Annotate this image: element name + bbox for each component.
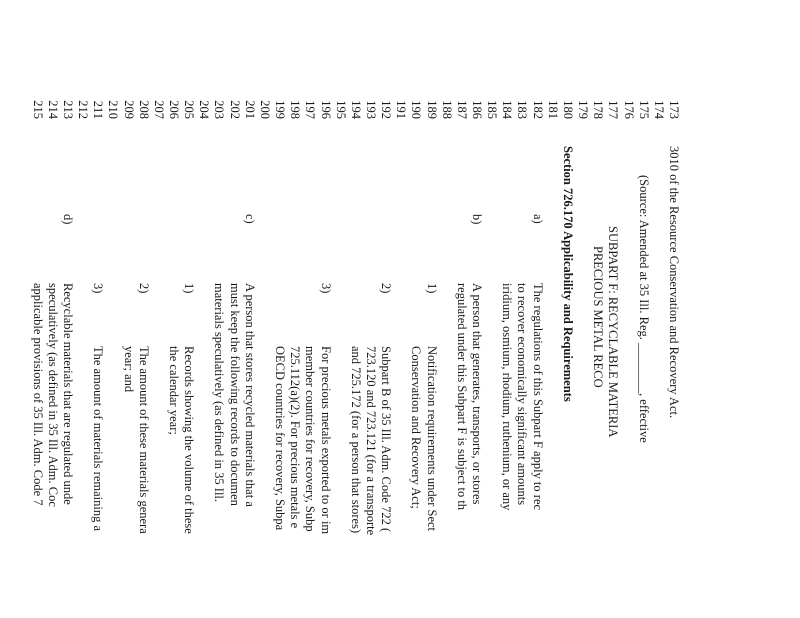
line-number: 175 bbox=[636, 100, 651, 119]
item-label-a: a) bbox=[530, 214, 545, 224]
line-number: 197 bbox=[303, 100, 318, 119]
line-number: 213 bbox=[61, 100, 75, 119]
line-number: 189 bbox=[424, 100, 439, 119]
body-line-183: to recover economically significant amounts bbox=[515, 283, 530, 506]
item-label-b2: 2) bbox=[379, 283, 394, 294]
line-number: 190 bbox=[409, 100, 424, 119]
line-number: 204 bbox=[197, 100, 212, 119]
body-line-206: the calendar year; bbox=[167, 346, 181, 435]
body-line-202: must keep the following records to documen bbox=[227, 283, 242, 506]
line-number: 209 bbox=[121, 100, 136, 119]
body-line-214: speculatively (as defined in 35 Ill. Adm. Coc bbox=[45, 283, 60, 507]
line-number: 198 bbox=[288, 100, 303, 119]
body-line-209: year; and bbox=[121, 346, 136, 393]
line-number: 207 bbox=[151, 100, 166, 119]
source-note: (Source: Amended at 35 Ill. Reg. ________, effective bbox=[636, 175, 651, 443]
body-line-208: The amount of these materials genera bbox=[136, 346, 151, 534]
body-line-211: The amount of materials remaining a bbox=[91, 346, 106, 532]
item-label-c: c) bbox=[242, 214, 257, 224]
body-line-193: 723.120 and 723.121 (for a transporte bbox=[364, 346, 378, 536]
item-label-c1: 1) bbox=[182, 283, 197, 294]
body-line-199: OECD countries for recovery, Subpa bbox=[273, 346, 288, 531]
line-number: 214 bbox=[45, 100, 60, 119]
line-number: 180 bbox=[560, 100, 575, 119]
item-label-d: d) bbox=[61, 214, 75, 225]
line-number: 174 bbox=[651, 100, 666, 119]
body-line-196: For precious metals exported to or im bbox=[318, 346, 333, 535]
section-heading: Section 726.170 Applicability and Requirements bbox=[560, 146, 575, 402]
body-line-184: iridium, osmium, rhodium, ruthenium, or any bbox=[500, 283, 515, 511]
line-number: 184 bbox=[500, 100, 515, 119]
body-line-203: materials speculatively (as defined in 35 Ill. bbox=[212, 283, 227, 503]
line-number: 191 bbox=[394, 100, 409, 119]
line-number: 202 bbox=[227, 100, 242, 119]
body-line-213: Recyclable materials that are regulated unde bbox=[61, 283, 75, 505]
body-line-194: and 725.172 (for a person that stores) bbox=[348, 346, 363, 534]
line-number: 182 bbox=[530, 100, 545, 119]
body-line-205: Records showing the volume of these bbox=[182, 346, 197, 534]
line-number: 179 bbox=[576, 100, 591, 119]
line-number: 187 bbox=[454, 100, 469, 119]
line-number: 215 bbox=[30, 100, 45, 119]
item-label-b: b) bbox=[470, 214, 484, 225]
line-number: 192 bbox=[379, 100, 394, 119]
line-number: 201 bbox=[242, 100, 257, 119]
line-number: 193 bbox=[364, 100, 378, 119]
line-number: 188 bbox=[439, 100, 454, 119]
body-line-189: Notification requirements under Sect bbox=[424, 346, 439, 532]
line-number: 200 bbox=[258, 100, 272, 119]
line-number: 183 bbox=[515, 100, 530, 119]
line-number: 186 bbox=[470, 100, 484, 119]
line-number: 181 bbox=[545, 100, 560, 119]
line-number: 211 bbox=[91, 100, 106, 119]
subpart-heading-line-2: PRECIOUS METAL RECO bbox=[591, 246, 606, 388]
line-number: 210 bbox=[106, 100, 121, 119]
line-number: 203 bbox=[212, 100, 227, 119]
line-number: 208 bbox=[136, 100, 151, 119]
line-number: 205 bbox=[182, 100, 197, 119]
line-number: 173 bbox=[667, 100, 681, 119]
line-number: 185 bbox=[485, 100, 500, 119]
body-line-187: regulated under this Subpart F is subject to th bbox=[454, 283, 469, 511]
body-line-182: The regulations of this Subpart F apply to rec bbox=[530, 283, 545, 511]
body-line-190: Conservation and Recovery Act; bbox=[409, 346, 424, 509]
item-label-b3: 3) bbox=[318, 283, 333, 294]
item-label-b1: 1) bbox=[424, 283, 439, 294]
body-line-186: A person that generates, transports, or stores bbox=[470, 283, 484, 505]
body-line-192: Subpart B of 35 Ill. Adm. Code 722 ( bbox=[379, 346, 394, 533]
subpart-heading-line-1: SUBPART F: RECYCLABLE MATERIA bbox=[606, 226, 621, 438]
body-line-197: member countries for recovery, Subp bbox=[303, 346, 318, 532]
line-number: 194 bbox=[348, 100, 363, 119]
body-line-173: 3010 of the Resource Conservation and Recovery Act. bbox=[667, 146, 681, 419]
line-number: 196 bbox=[318, 100, 333, 119]
line-number: 206 bbox=[167, 100, 181, 119]
body-line-201: A person that stores recycled materials that a bbox=[242, 283, 257, 507]
line-number: 212 bbox=[76, 100, 91, 119]
body-line-198: 725.112(a)(2). For precious metals e bbox=[288, 346, 303, 529]
item-label-c2: 2) bbox=[136, 283, 151, 294]
line-number: 177 bbox=[606, 100, 621, 119]
body-line-215: applicable provisions of 35 Ill. Adm. Code 7 bbox=[30, 283, 45, 506]
line-number: 195 bbox=[333, 100, 348, 119]
item-label-c3: 3) bbox=[91, 283, 106, 294]
line-number: 176 bbox=[621, 100, 636, 119]
line-number: 178 bbox=[591, 100, 606, 119]
line-number: 199 bbox=[273, 100, 288, 119]
